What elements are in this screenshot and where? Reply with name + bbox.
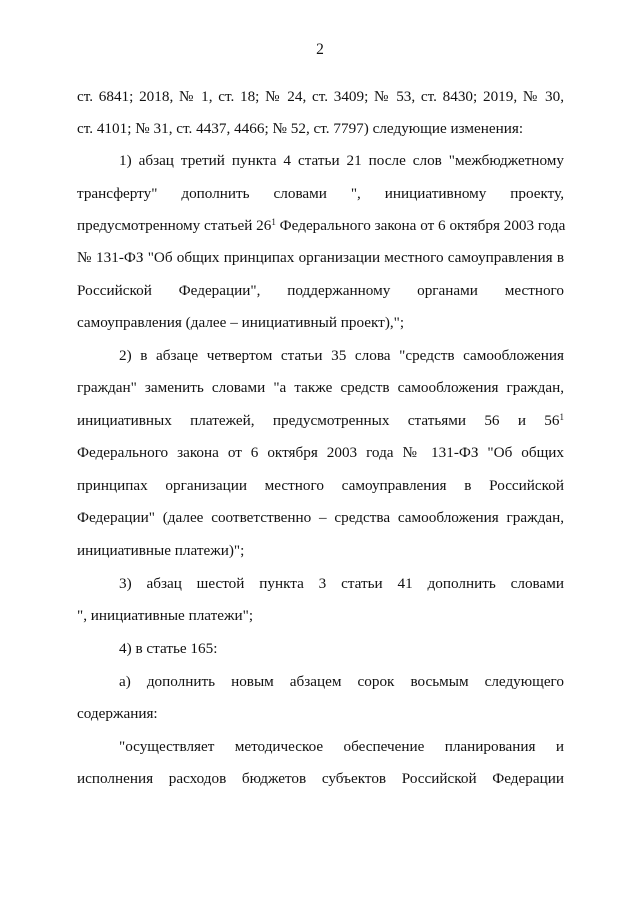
text-line: № 131-ФЗ "Об общих принципах организации местного самоуправления в — [77, 249, 564, 266]
text-line: ", инициативные платежи"; — [77, 607, 254, 624]
paragraph-first-line: 2) в абзаце четвертом статьи 35 слова "средств самообложения — [119, 347, 564, 364]
text-line: трансферту" дополнить словами ", инициативному проекту, — [77, 185, 564, 202]
text-line — [77, 411, 564, 431]
text-line — [77, 216, 564, 236]
paragraph-first-line: 1) абзац третий пункта 4 статьи 21 после слов "межбюджетному — [119, 152, 564, 169]
paragraph-first-line: "осуществляет методическое обеспечение планирования и — [119, 738, 564, 755]
text-line: граждан" заменить словами "а также средств самообложения граждан, — [77, 379, 564, 396]
text-line: ст. 4101; № 31, ст. 4437, 4466; № 52, ст. 7797) следующие изменения: — [77, 120, 524, 137]
text-line: Федерального закона от 6 октября 2003 года № 131-ФЗ "Об общих — [77, 444, 564, 461]
text-fragment: инициативных платежей, предусмотренных статьями 56 и 56 — [77, 412, 560, 429]
page-number: 2 — [316, 41, 324, 58]
text-fragment: предусмотренному статьей 26 — [77, 217, 272, 234]
paragraph-first-line: 4) в статье 165: — [119, 640, 218, 657]
text-line: Российской Федерации", поддержанному органами местного — [77, 282, 564, 299]
text-fragment: Федерального закона от 6 октября 2003 года — [275, 217, 566, 234]
text-line: Федерации" (далее соответственно – средства самообложения граждан, — [77, 509, 564, 526]
text-line: инициативные платежи)"; — [77, 542, 245, 559]
text-line: исполнения расходов бюджетов субъектов Российской Федерации — [77, 770, 564, 787]
superscript: 1 — [271, 216, 276, 227]
text-line: самоуправления (далее – инициативный проект),"; — [77, 314, 405, 331]
text-line: ст. 6841; 2018, № 1, ст. 18; № 24, ст. 3409; № 53, ст. 8430; 2019, № 30, — [77, 88, 564, 105]
text-line: принципах организации местного самоуправления в Российской — [77, 477, 564, 494]
paragraph-first-line: а) дополнить новым абзацем сорок восьмым следующего — [119, 673, 564, 690]
text-line: содержания: — [77, 705, 158, 722]
paragraph-first-line: 3) абзац шестой пункта 3 статьи 41 дополнить словами — [119, 575, 564, 592]
superscript: 1 — [559, 411, 564, 422]
